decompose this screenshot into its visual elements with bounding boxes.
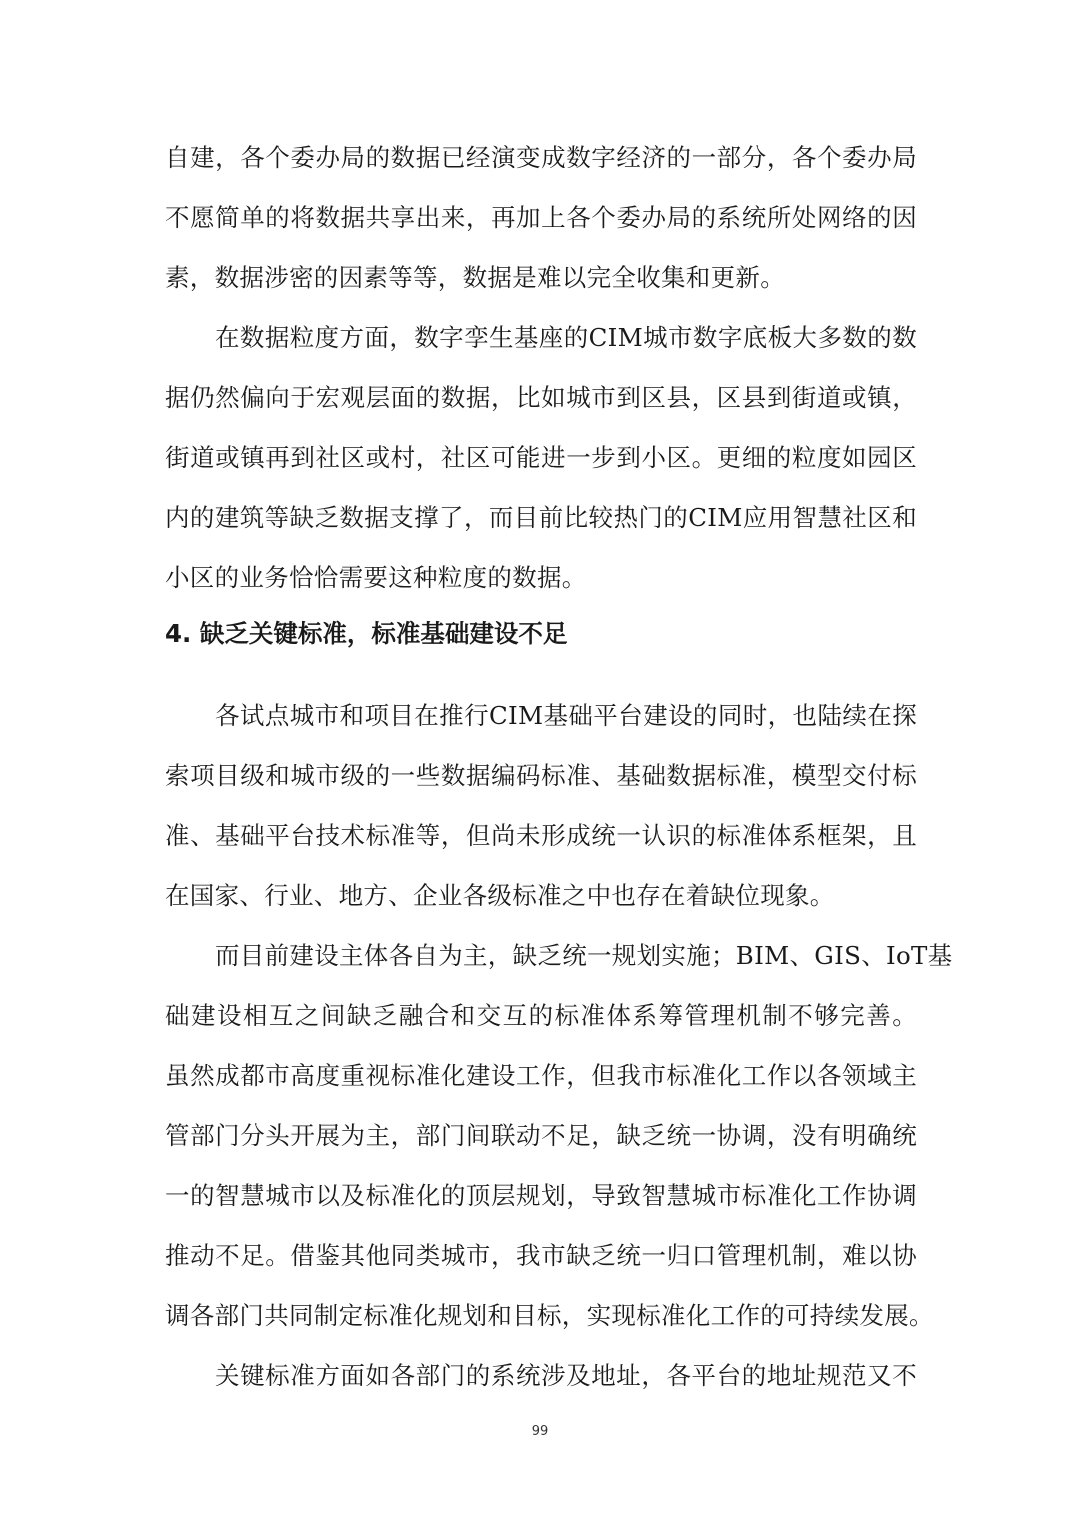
- paragraph-line: 一的智慧城市以及标准化的顶层规划，导致智慧城市标准化工作协调: [165, 1181, 917, 1210]
- paragraph-line: 础建设相互之间缺乏融合和交互的标准体系筹管理机制不够完善。: [165, 1001, 917, 1030]
- body-text-bottom: [165, 686, 953, 1406]
- paragraph-line: 关键标准方面如各部门的系统涉及地址，各平台的地址规范又不: [215, 1361, 917, 1390]
- paragraph-line: 准、基础平台技术标准等，但尚未形成统一认识的标准体系框架，且: [165, 821, 917, 850]
- paragraph-line: 不愿简单的将数据共享出来，再加上各个委办局的系统所处网络的因: [165, 203, 917, 232]
- paragraph-line: 虽然成都市高度重视标准化建设工作，但我市标准化工作以各领域主: [165, 1061, 917, 1090]
- paragraph-line: 街道或镇再到社区或村，社区可能进一步到小区。更细的粒度如园区: [165, 443, 917, 472]
- paragraph-line: 自建，各个委办局的数据已经演变成数字经济的一部分，各个委办局: [165, 143, 917, 172]
- body-text-top: [165, 128, 917, 608]
- page-number: 99: [531, 1424, 549, 1439]
- paragraph-line: 而目前建设主体各自为主，缺乏统一规划实施；BIM、GIS、IoT基: [215, 941, 953, 970]
- paragraph-line: 在国家、行业、地方、企业各级标准之中也存在着缺位现象。: [165, 881, 835, 910]
- paragraph-line: 素，数据涉密的因素等等，数据是难以完全收集和更新。: [165, 263, 785, 292]
- paragraph-line: 小区的业务恰恰需要这种粒度的数据。: [165, 563, 587, 592]
- paragraph-line: 索项目级和城市级的一些数据编码标准、基础数据标准，模型交付标: [165, 761, 917, 790]
- paragraph-line: 管部门分头开展为主，部门间联动不足，缺乏统一协调，没有明确统: [165, 1121, 917, 1150]
- paragraph-line: 各试点城市和项目在推行CIM基础平台建设的同时，也陆续在探: [215, 701, 917, 730]
- paragraph-line: 据仍然偏向于宏观层面的数据，比如城市到区县，区县到街道或镇，: [165, 383, 917, 412]
- paragraph-line: 推动不足。借鉴其他同类城市，我市缺乏统一归口管理机制，难以协: [165, 1241, 917, 1270]
- paragraph-line: 调各部门共同制定标准化规划和目标，实现标准化工作的可持续发展。: [165, 1301, 934, 1330]
- paragraph-line: 内的建筑等缺乏数据支撑了，而目前比较热门的CIM应用智慧社区和: [165, 503, 917, 532]
- paragraph-line: 在数据粒度方面，数字孪生基座的CIM城市数字底板大多数的数: [215, 323, 917, 352]
- section-heading: 4. 缺乏关键标准，标准基础建设不足: [165, 619, 568, 648]
